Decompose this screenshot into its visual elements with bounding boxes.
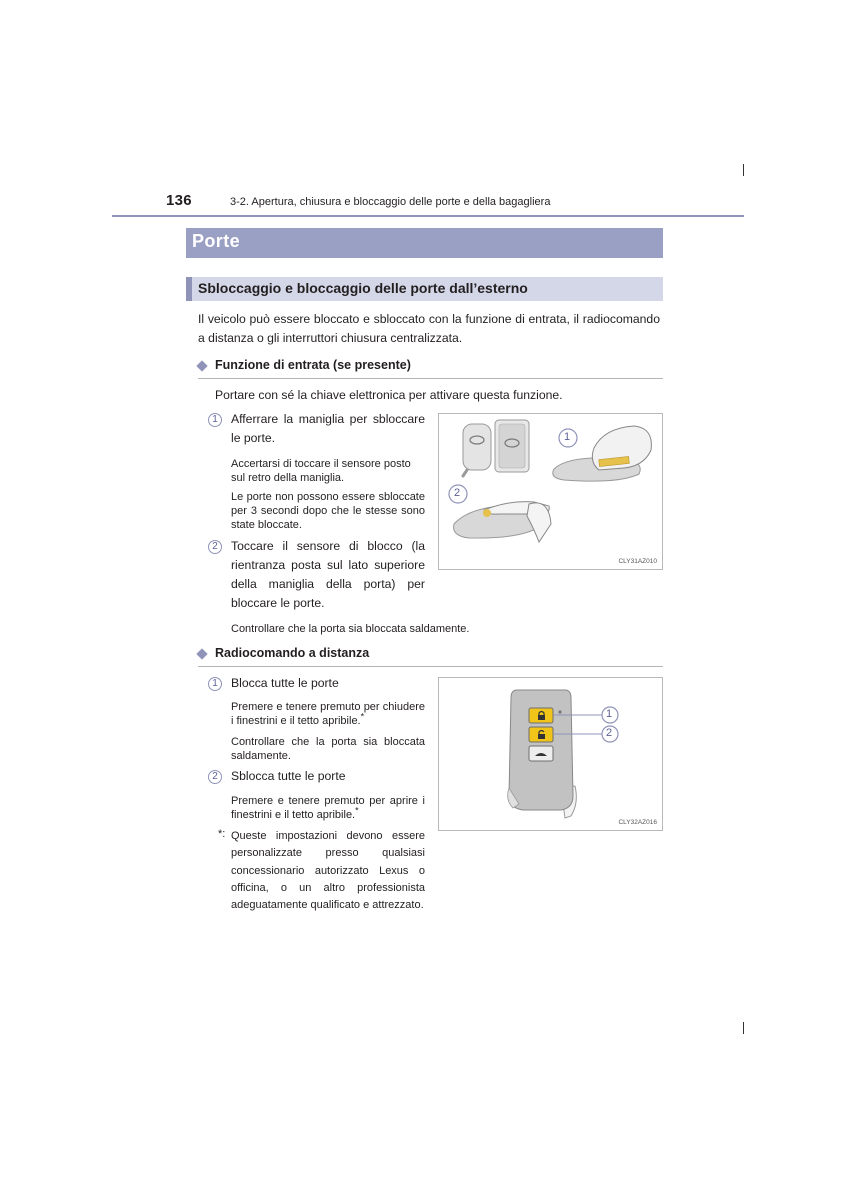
- figure2-code: CLY32AZ016: [618, 819, 657, 826]
- figure1-callout-1: 1: [564, 431, 571, 443]
- figure1-callout-2: 2: [454, 487, 461, 499]
- remote-step1-note1: [231, 700, 425, 728]
- remote-step2-note: [231, 794, 425, 822]
- remote-step1-note2: Controllare che la porta sia bloccata saldamente.: [231, 736, 425, 762]
- entry-function-lead: Portare con sé la chiave elettronica per attivare questa funzione.: [215, 388, 563, 402]
- figure2-callout-1: 1: [606, 708, 613, 720]
- entry-step2-note: Controllare che la porta sia bloccata saldamente.: [231, 623, 470, 635]
- subsection-title: Sbloccaggio e bloccaggio delle porte dall’esterno: [198, 280, 528, 296]
- door-handle-illustration: [439, 414, 662, 569]
- figure1-code: CLY31AZ010: [618, 558, 657, 565]
- remote-step1-note1-text: Premere e tenere premuto per chiudere i finestrini e il tetto apribile.: [231, 701, 425, 727]
- section-title: Porte: [192, 231, 241, 251]
- figure2-callout-2: 2: [606, 727, 613, 739]
- asterisk-mark: *: [355, 805, 359, 816]
- intro-paragraph: Il veicolo può essere bloccato e sbloccato con la funzione di entrata, il radiocomando a distanza o gli interruttori chiusura centralizzata.: [198, 312, 660, 345]
- footnote-text: Queste impostazioni devono essere personalizzate presso qualsiasi concessionario autorizzato Lexus o officina, o un altro professionista adeguatamente qualificato e attrezzato.: [231, 830, 425, 912]
- running-title: 3-2. Apertura, chiusura e bloccaggio delle porte e della bagagliera: [230, 196, 551, 208]
- footnote-mark: *:: [218, 828, 226, 840]
- page-number: 136: [166, 192, 192, 209]
- crop-mark-top: [743, 164, 744, 176]
- asterisk-mark: *: [360, 711, 365, 722]
- remote-key-figure: [438, 677, 663, 831]
- step-number-1: 1: [208, 413, 222, 427]
- diamond-bullet-icon: [196, 648, 207, 659]
- remote-step1-text: Blocca tutte le porte: [231, 676, 339, 690]
- entry-step2-text: Toccare il sensore di blocco (la rientranza posta sul lato superiore della maniglia della porta) per bloccare le porte.: [231, 539, 425, 610]
- entry-function-heading: Funzione di entrata (se presente): [215, 358, 411, 372]
- remote-step-number-1: 1: [208, 677, 222, 691]
- header-rule: [112, 215, 744, 217]
- diamond-bullet-icon: [196, 360, 207, 371]
- crop-mark-bottom: [743, 1022, 744, 1034]
- door-handle-figure: [438, 413, 663, 570]
- remote-step2-note-text: Premere e tenere premuto per aprire i finestrini e il tetto apribile.: [231, 795, 425, 821]
- entry-step1-text: Afferrare la maniglia per sbloccare le porte.: [231, 412, 425, 445]
- remote-key-illustration: [439, 678, 662, 830]
- entry-function-rule: [198, 378, 663, 379]
- remote-step-number-2: 2: [208, 770, 222, 784]
- remote-heading: Radiocomando a distanza: [215, 646, 370, 660]
- entry-step1-note1: Accertarsi di toccare il sensore posto sul retro della maniglia.: [231, 458, 411, 484]
- entry-step1-note2: Le porte non possono essere sbloccate per 3 secondi dopo che le stesse sono state bloccate.: [231, 491, 425, 531]
- remote-step2-text: Sblocca tutte le porte: [231, 769, 346, 783]
- subsection-title-band: [186, 277, 663, 301]
- section-title-band: [186, 228, 663, 258]
- step-number-2: 2: [208, 540, 222, 554]
- remote-rule: [198, 666, 663, 667]
